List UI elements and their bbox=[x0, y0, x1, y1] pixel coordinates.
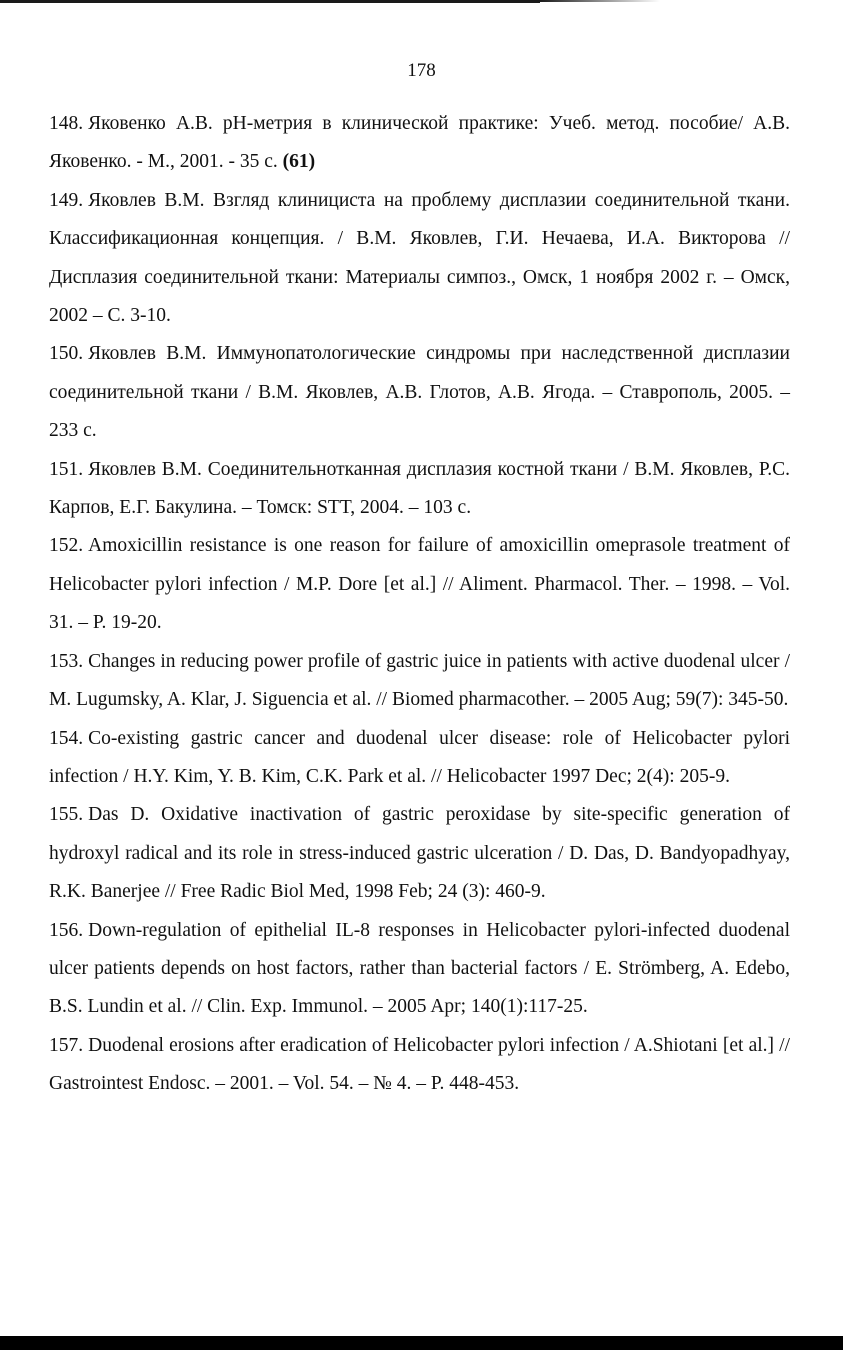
reference-number: 154. bbox=[49, 727, 84, 749]
reference-text: Duodenal erosions after eradication of Helicobacter pylori infection / A.Shiotani [et al.] // Gastrointest Endosc. – 2001. – Vol. 54. – № 4. – P. 448-453. bbox=[49, 1034, 790, 1095]
reference-item-155 bbox=[49, 796, 790, 911]
reference-text: Changes in reducing power profile of gastric juice in patients with active duodenal ulcer / M. Lugumsky, A. Klar, J. Siguencia et al. // Biomed pharmacother. – 2005 Aug; 59(7): 345-50. bbox=[49, 650, 790, 711]
reference-number: 149. bbox=[49, 189, 84, 211]
reference-list bbox=[49, 105, 790, 1104]
reference-item-154 bbox=[49, 720, 790, 797]
reference-number: 151. bbox=[49, 458, 84, 480]
reference-text: Co-existing gastric cancer and duodenal ulcer disease: role of Helicobacter pylori infection / H.Y. Kim, Y. B. Kim, C.K. Park et al. // Helicobacter 1997 Dec; 2(4): 205-9. bbox=[49, 727, 790, 787]
reference-number: 148. bbox=[49, 113, 84, 134]
reference-number: 150. bbox=[49, 343, 84, 365]
reference-text: Яковлев В.М. Соединительнотканная дисплазия костной ткани / В.М. Яковлев, Р.С. Карпов, Е.Г. Бакулина. – Томск: STT, 2004. – 103 с. bbox=[49, 458, 790, 519]
reference-item-148 bbox=[49, 105, 790, 182]
top-scan-rule bbox=[0, 0, 540, 3]
reference-item-151 bbox=[49, 451, 790, 528]
reference-item-157 bbox=[49, 1027, 790, 1104]
reference-number: 152. bbox=[49, 535, 84, 557]
reference-number: 153. bbox=[49, 650, 84, 672]
reference-text: Down-regulation of epithelial IL-8 responses in Helicobacter pylori-infected duodenal ulcer patients depends on host factors, rather than bacterial factors / E. Strömberg, A. Edebo, B.S. Lundin et al. // Clin. Exp. Immunol. – 2005 Apr; 140(1):117-25. bbox=[49, 919, 790, 1018]
reference-text: Яковлев В.М. Взгляд клинициста на проблему дисплазии соединительной ткани. Классификационная концепция. / В.М. Яковлев, Г.И. Нечаева, И.А. Викторова // Дисплазия соединительной ткани: Материалы симпоз., Омск, 1 ноября 2002 г. – Омск, 2002 – С. 3-10. bbox=[49, 189, 790, 327]
reference-number: 157. bbox=[49, 1034, 84, 1056]
reference-note: (61) bbox=[282, 151, 316, 173]
reference-item-156 bbox=[49, 912, 790, 1027]
reference-text: Яковенко А.В. pH-метрия в клинической практике: Учеб. метод. пособие/ А.В. Яковенко. - М., 2001. - 35 с. bbox=[49, 113, 790, 173]
reference-text: Amoxicillin resistance is one reason for failure of amoxicillin omeprasole treatment of Helicobacter pylori infection / M.P. Dore [et al.] // Aliment. Pharmacol. Ther. – 1998. – Vol. 31. – P. 19-20. bbox=[49, 535, 790, 634]
reference-item-149 bbox=[49, 182, 790, 336]
reference-item-152 bbox=[49, 527, 790, 642]
reference-number: 155. bbox=[49, 804, 84, 826]
page-number: 178 bbox=[407, 60, 436, 81]
reference-item-150 bbox=[49, 335, 790, 450]
reference-number: 156. bbox=[49, 919, 84, 941]
reference-item-153 bbox=[49, 643, 790, 720]
bottom-scan-edge bbox=[0, 1336, 843, 1350]
reference-text: Das D. Oxidative inactivation of gastric peroxidase by site-specific generation of hydroxyl radical and its role in stress-induced gastric ulceration / D. Das, D. Bandyopadhyay, R.K. Banerjee // Free Radic Biol Med, 1998 Feb; 24 (3): 460-9. bbox=[49, 804, 790, 903]
top-scan-rule-fade bbox=[540, 0, 660, 2]
reference-text: Яковлев В.М. Иммунопатологические синдромы при наследственной дисплазии соединительной ткани / В.М. Яковлев, А.В. Глотов, А.В. Ягода. – Ставрополь, 2005. – 233 с. bbox=[49, 343, 790, 442]
